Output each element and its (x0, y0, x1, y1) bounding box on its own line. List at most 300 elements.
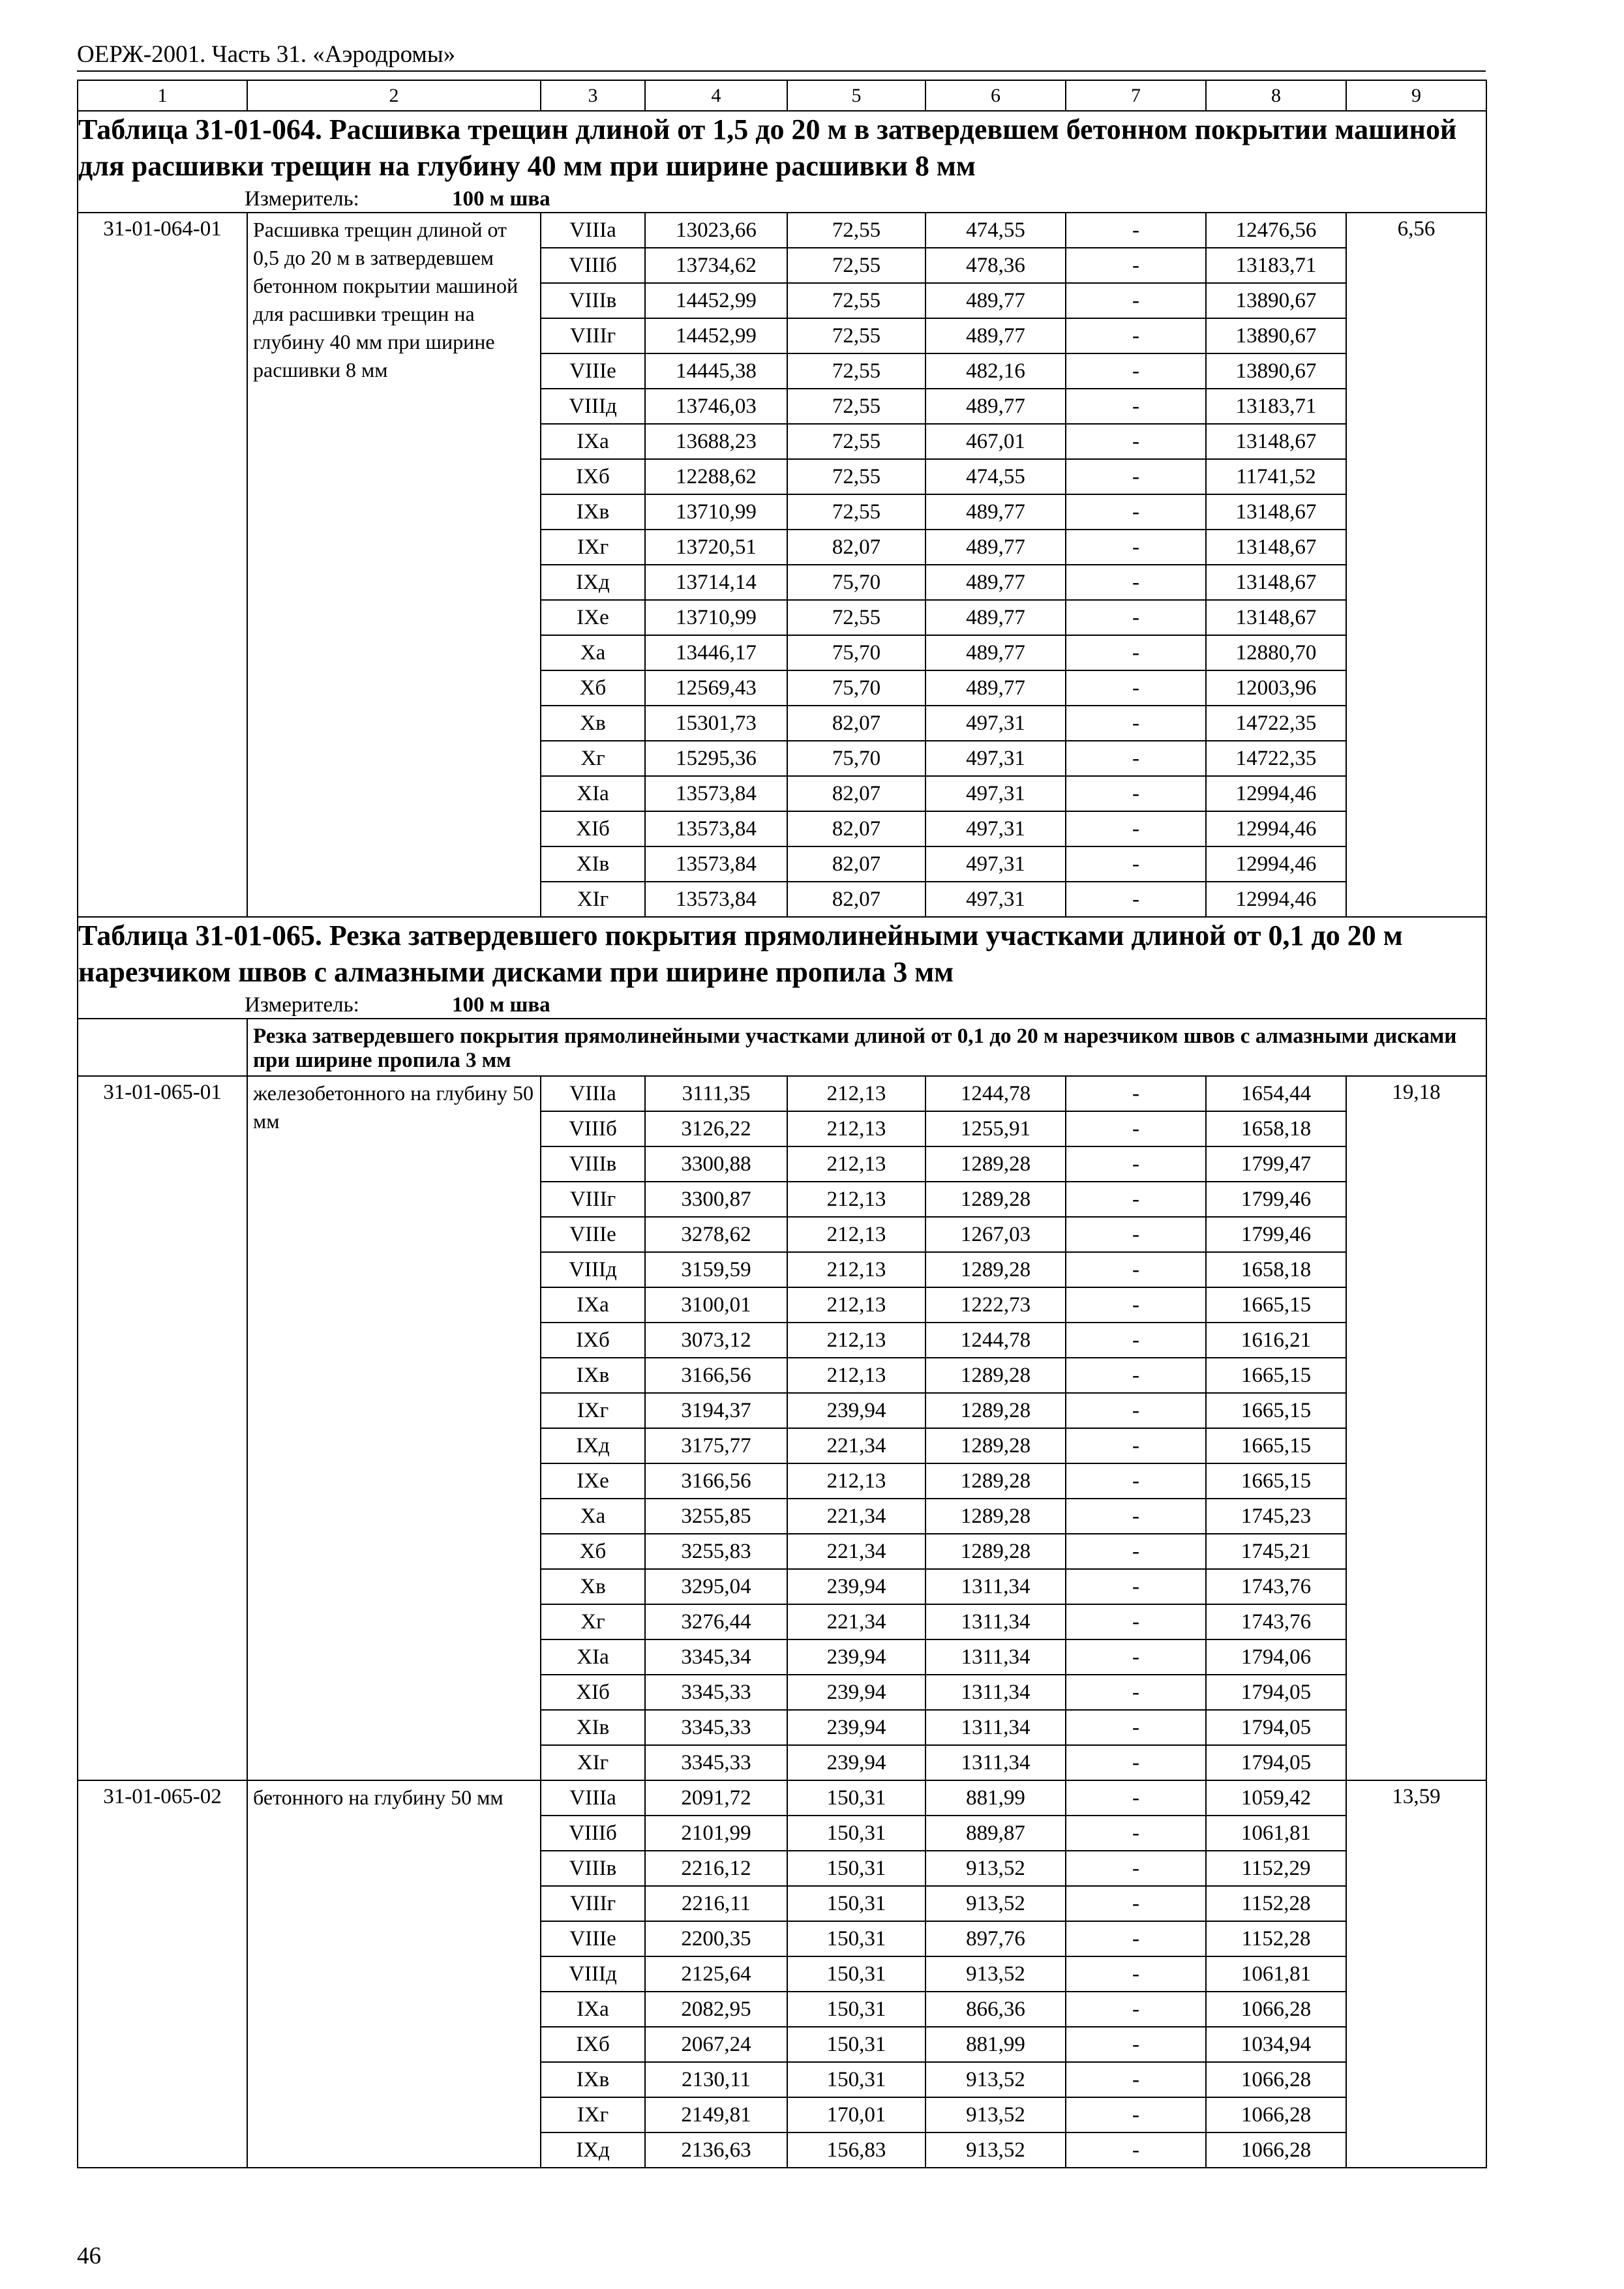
cell-materials: 13890,67 (1206, 283, 1346, 318)
cell-total: 13573,84 (645, 882, 787, 917)
cell-materials: 1665,15 (1206, 1428, 1346, 1463)
cell-materials-cost: - (1066, 811, 1206, 846)
cell-materials: 1152,28 (1206, 1921, 1346, 1956)
table-row (78, 213, 1486, 248)
cell-materials-cost: - (1066, 1111, 1206, 1146)
cell-zone: VIIIа (541, 213, 645, 248)
table-row (78, 1076, 1486, 1111)
cell-wages: 156,83 (787, 2132, 925, 2168)
table-title-row (78, 917, 1486, 1019)
cell-materials-cost: - (1066, 882, 1206, 917)
cell-total: 3166,56 (645, 1358, 787, 1393)
cell-zone: Xа (541, 1499, 645, 1534)
cell-zone: VIIIе (541, 353, 645, 389)
cell-machines: 1289,28 (925, 1182, 1066, 1217)
cell-machines: 497,31 (925, 706, 1066, 741)
cell-wages: 239,94 (787, 1710, 925, 1745)
cell-zone: IXг (541, 1393, 645, 1428)
cell-wages: 82,07 (787, 846, 925, 882)
cell-materials: 1799,46 (1206, 1217, 1346, 1252)
cell-total: 14452,99 (645, 283, 787, 318)
cell-machines: 1311,34 (925, 1745, 1066, 1780)
cell-total: 3300,87 (645, 1182, 787, 1217)
cell-wages: 221,34 (787, 1428, 925, 1463)
cell-total: 3159,59 (645, 1252, 787, 1287)
cell-materials-cost: - (1066, 706, 1206, 741)
cell-wages: 82,07 (787, 776, 925, 811)
cell-materials: 13148,67 (1206, 494, 1346, 530)
rates-table (77, 80, 1487, 2168)
cell-zone: IXб (541, 1323, 645, 1358)
cell-zone: VIIIг (541, 318, 645, 353)
cell-total: 3276,44 (645, 1604, 787, 1639)
cell-materials-cost: - (1066, 1780, 1206, 1816)
cell-wages: 75,70 (787, 565, 925, 600)
cell-materials-cost: - (1066, 353, 1206, 389)
cell-zone: VIIIа (541, 1780, 645, 1816)
cell-materials-cost: - (1066, 389, 1206, 424)
cell-materials-cost: - (1066, 1076, 1206, 1111)
cell-materials-cost: - (1066, 248, 1206, 283)
cell-total: 2136,63 (645, 2132, 787, 2168)
cell-machines: 1289,28 (925, 1499, 1066, 1534)
rate-description: Расшивка трещин длиной от 0,5 до 20 м в затвердевшем бетонном покрытии машиной для расшивки трещин на глубину 40 мм при ширине расшивки 8 мм (247, 213, 541, 917)
cell-materials: 1665,15 (1206, 1463, 1346, 1499)
cell-machines: 1311,34 (925, 1639, 1066, 1675)
cell-wages: 82,07 (787, 811, 925, 846)
cell-machines: 474,55 (925, 459, 1066, 494)
cell-wages: 82,07 (787, 706, 925, 741)
cell-machines: 1311,34 (925, 1675, 1066, 1710)
cell-materials: 1794,06 (1206, 1639, 1346, 1675)
cell-materials: 1066,28 (1206, 2097, 1346, 2132)
cell-materials: 13148,67 (1206, 424, 1346, 459)
cell-wages: 212,13 (787, 1182, 925, 1217)
cell-total: 2149,81 (645, 2097, 787, 2132)
cell-wages: 212,13 (787, 1463, 925, 1499)
cell-total: 13573,84 (645, 811, 787, 846)
cell-wages: 72,55 (787, 318, 925, 353)
cell-wages: 72,55 (787, 389, 925, 424)
cell-materials: 1066,28 (1206, 2132, 1346, 2168)
cell-zone: IXа (541, 424, 645, 459)
cell-materials-cost: - (1066, 1992, 1206, 2027)
rate-description: железобетонного на глубину 50 мм (247, 1076, 541, 1780)
cell-machines: 1244,78 (925, 1323, 1066, 1358)
cell-materials: 1061,81 (1206, 1956, 1346, 1992)
cell-machines: 1289,28 (925, 1534, 1066, 1569)
cell-total: 13746,03 (645, 389, 787, 424)
cell-total: 3345,33 (645, 1745, 787, 1780)
cell-materials: 1799,47 (1206, 1146, 1346, 1182)
cell-materials-cost: - (1066, 776, 1206, 811)
cell-machines: 497,31 (925, 776, 1066, 811)
cell-materials: 1059,42 (1206, 1780, 1346, 1816)
cell-materials-cost: - (1066, 1710, 1206, 1745)
cell-wages: 72,55 (787, 494, 925, 530)
cell-zone: Xб (541, 1534, 645, 1569)
cell-wages: 150,31 (787, 1851, 925, 1886)
rate-code: 31-01-064-01 (78, 213, 247, 917)
cell-wages: 72,55 (787, 248, 925, 283)
cell-total: 13573,84 (645, 776, 787, 811)
cell-zone: XIв (541, 1710, 645, 1745)
cell-zone: VIIIа (541, 1076, 645, 1111)
cell-machines: 478,36 (925, 248, 1066, 283)
cell-materials: 11741,52 (1206, 459, 1346, 494)
cell-wages: 212,13 (787, 1358, 925, 1393)
cell-wages: 82,07 (787, 882, 925, 917)
cell-materials-cost: - (1066, 1534, 1206, 1569)
cell-materials-cost: - (1066, 1499, 1206, 1534)
cell-total: 13023,66 (645, 213, 787, 248)
cell-total: 2125,64 (645, 1956, 787, 1992)
cell-machines: 897,76 (925, 1921, 1066, 1956)
cell-materials-cost: - (1066, 1921, 1206, 1956)
cell-total: 12288,62 (645, 459, 787, 494)
cell-zone: IXд (541, 565, 645, 600)
cell-materials-cost: - (1066, 1182, 1206, 1217)
measure-line (78, 992, 1486, 1018)
cell-wages: 239,94 (787, 1393, 925, 1428)
cell-wages: 221,34 (787, 1534, 925, 1569)
cell-wages: 72,55 (787, 600, 925, 635)
cell-wages: 221,34 (787, 1499, 925, 1534)
cell-total: 2130,11 (645, 2062, 787, 2097)
cell-materials-cost: - (1066, 1886, 1206, 1921)
cell-total: 3278,62 (645, 1217, 787, 1252)
cell-total: 3300,88 (645, 1146, 787, 1182)
cell-materials: 13183,71 (1206, 248, 1346, 283)
cell-materials-cost: - (1066, 1851, 1206, 1886)
cell-total: 2101,99 (645, 1816, 787, 1851)
cell-wages: 75,70 (787, 741, 925, 776)
cell-materials-cost: - (1066, 1393, 1206, 1428)
cell-zone: IXд (541, 1428, 645, 1463)
cell-machines: 489,77 (925, 494, 1066, 530)
cell-total: 13720,51 (645, 530, 787, 565)
table-title: Таблица 31-01-065. Резка затвердевшего покрытия прямолинейными участками длиной от 0,1 до 20 м нарезчиком швов с алмазными дисками при ширине пропила 3 мм (78, 920, 1403, 988)
cell-wages: 72,55 (787, 283, 925, 318)
cell-wages: 239,94 (787, 1639, 925, 1675)
column-number: 4 (645, 80, 787, 111)
cell-wages: 170,01 (787, 2097, 925, 2132)
cell-zone: XIб (541, 811, 645, 846)
cell-last-column: 6,56 (1346, 213, 1486, 917)
cell-materials: 13148,67 (1206, 565, 1346, 600)
cell-materials: 1658,18 (1206, 1252, 1346, 1287)
cell-total: 13688,23 (645, 424, 787, 459)
cell-materials-cost: - (1066, 2027, 1206, 2062)
column-number: 7 (1066, 80, 1206, 111)
cell-machines: 474,55 (925, 213, 1066, 248)
column-number: 8 (1206, 80, 1346, 111)
cell-materials: 1665,15 (1206, 1287, 1346, 1323)
cell-total: 2216,12 (645, 1851, 787, 1886)
cell-zone: VIIIб (541, 1111, 645, 1146)
cell-total: 13446,17 (645, 635, 787, 670)
table-row (78, 1780, 1486, 1816)
cell-materials: 1654,44 (1206, 1076, 1346, 1111)
cell-materials-cost: - (1066, 1217, 1206, 1252)
cell-zone: Xб (541, 670, 645, 706)
cell-materials-cost: - (1066, 1604, 1206, 1639)
cell-materials-cost: - (1066, 318, 1206, 353)
cell-total: 3255,85 (645, 1499, 787, 1534)
measure-line (78, 186, 1486, 212)
cell-wages: 212,13 (787, 1323, 925, 1358)
cell-materials: 1745,21 (1206, 1534, 1346, 1569)
cell-wages: 212,13 (787, 1111, 925, 1146)
cell-materials-cost: - (1066, 1323, 1206, 1358)
cell-machines: 482,16 (925, 353, 1066, 389)
cell-machines: 489,77 (925, 283, 1066, 318)
cell-materials: 12994,46 (1206, 846, 1346, 882)
cell-materials: 12994,46 (1206, 776, 1346, 811)
cell-total: 3345,34 (645, 1639, 787, 1675)
cell-total: 3194,37 (645, 1393, 787, 1428)
cell-materials-cost: - (1066, 1358, 1206, 1393)
cell-total: 3255,83 (645, 1534, 787, 1569)
cell-total: 12569,43 (645, 670, 787, 706)
cell-materials: 1799,46 (1206, 1182, 1346, 1217)
cell-zone: VIIIв (541, 283, 645, 318)
cell-machines: 489,77 (925, 530, 1066, 565)
measure-label: Измеритель: (245, 993, 359, 1017)
column-number: 9 (1346, 80, 1486, 111)
cell-machines: 913,52 (925, 1956, 1066, 1992)
cell-wages: 221,34 (787, 1604, 925, 1639)
cell-machines: 467,01 (925, 424, 1066, 459)
cell-wages: 75,70 (787, 635, 925, 670)
cell-wages: 150,31 (787, 1921, 925, 1956)
cell-machines: 1267,03 (925, 1217, 1066, 1252)
cell-zone: Xв (541, 1569, 645, 1604)
column-number: 6 (925, 80, 1066, 111)
measure-label: Измеритель: (245, 187, 359, 211)
cell-wages: 72,55 (787, 213, 925, 248)
cell-zone: VIIIб (541, 248, 645, 283)
cell-total: 3111,35 (645, 1076, 787, 1111)
cell-materials: 12003,96 (1206, 670, 1346, 706)
page-number: 46 (77, 2243, 101, 2269)
cell-materials-cost: - (1066, 1675, 1206, 1710)
cell-machines: 489,77 (925, 670, 1066, 706)
cell-materials: 1665,15 (1206, 1358, 1346, 1393)
cell-materials: 12994,46 (1206, 882, 1346, 917)
cell-zone: IXб (541, 2027, 645, 2062)
cell-wages: 150,31 (787, 1956, 925, 1992)
cell-materials-cost: - (1066, 424, 1206, 459)
header-rule (77, 70, 1486, 72)
cell-materials: 1665,15 (1206, 1393, 1346, 1428)
column-number: 3 (541, 80, 645, 111)
cell-materials: 13148,67 (1206, 530, 1346, 565)
cell-total: 13714,14 (645, 565, 787, 600)
cell-materials: 1794,05 (1206, 1675, 1346, 1710)
cell-materials: 1745,23 (1206, 1499, 1346, 1534)
cell-total: 2216,11 (645, 1886, 787, 1921)
cell-zone: VIIIд (541, 1252, 645, 1287)
cell-total: 2082,95 (645, 1992, 787, 2027)
cell-materials-cost: - (1066, 494, 1206, 530)
cell-materials: 13890,67 (1206, 318, 1346, 353)
cell-total: 2200,35 (645, 1921, 787, 1956)
cell-materials-cost: - (1066, 1639, 1206, 1675)
cell-zone: VIIIд (541, 1956, 645, 1992)
cell-machines: 1311,34 (925, 1569, 1066, 1604)
cell-zone: IXв (541, 494, 645, 530)
cell-wages: 239,94 (787, 1745, 925, 1780)
cell-materials: 1152,28 (1206, 1886, 1346, 1921)
cell-machines: 881,99 (925, 2027, 1066, 2062)
cell-total: 3126,22 (645, 1111, 787, 1146)
cell-machines: 1289,28 (925, 1393, 1066, 1428)
cell-materials-cost: - (1066, 1956, 1206, 1992)
cell-materials-cost: - (1066, 670, 1206, 706)
cell-zone: XIа (541, 776, 645, 811)
cell-zone: IXе (541, 1463, 645, 1499)
cell-wages: 72,55 (787, 459, 925, 494)
cell-machines: 1222,73 (925, 1287, 1066, 1323)
cell-machines: 1244,78 (925, 1076, 1066, 1111)
cell-total: 15295,36 (645, 741, 787, 776)
cell-machines: 913,52 (925, 2132, 1066, 2168)
rate-description: бетонного на глубину 50 мм (247, 1780, 541, 2168)
running-header: ОЕРЖ-2001. Часть 31. «Аэродромы» (77, 41, 456, 68)
cell-zone: Xа (541, 635, 645, 670)
cell-machines: 1289,28 (925, 1463, 1066, 1499)
cell-zone: XIг (541, 882, 645, 917)
cell-materials: 1794,05 (1206, 1710, 1346, 1745)
cell-zone: XIа (541, 1639, 645, 1675)
cell-total: 3295,04 (645, 1569, 787, 1604)
cell-zone: Xв (541, 706, 645, 741)
cell-machines: 1311,34 (925, 1710, 1066, 1745)
cell-materials-cost: - (1066, 565, 1206, 600)
table-title-row (78, 111, 1486, 213)
cell-materials-cost: - (1066, 1287, 1206, 1323)
cell-materials: 1616,21 (1206, 1323, 1346, 1358)
cell-machines: 1289,28 (925, 1252, 1066, 1287)
cell-materials: 1066,28 (1206, 1992, 1346, 2027)
cell-materials-cost: - (1066, 635, 1206, 670)
cell-materials: 1743,76 (1206, 1604, 1346, 1639)
cell-wages: 82,07 (787, 530, 925, 565)
cell-zone: VIIIе (541, 1217, 645, 1252)
cell-zone: VIIIб (541, 1816, 645, 1851)
cell-zone: VIIIд (541, 389, 645, 424)
cell-wages: 212,13 (787, 1252, 925, 1287)
cell-materials-cost: - (1066, 530, 1206, 565)
cell-materials: 1152,29 (1206, 1851, 1346, 1886)
cell-machines: 913,52 (925, 2062, 1066, 2097)
cell-materials: 1658,18 (1206, 1111, 1346, 1146)
cell-machines: 489,77 (925, 600, 1066, 635)
cell-materials-cost: - (1066, 741, 1206, 776)
cell-total: 13710,99 (645, 494, 787, 530)
cell-wages: 150,31 (787, 2027, 925, 2062)
cell-materials-cost: - (1066, 1428, 1206, 1463)
cell-materials: 1066,28 (1206, 2062, 1346, 2097)
cell-zone: IXа (541, 1992, 645, 2027)
cell-wages: 75,70 (787, 670, 925, 706)
cell-machines: 881,99 (925, 1780, 1066, 1816)
cell-wages: 72,55 (787, 424, 925, 459)
cell-machines: 913,52 (925, 1886, 1066, 1921)
cell-zone: IXв (541, 2062, 645, 2097)
cell-last-column: 19,18 (1346, 1076, 1486, 1780)
cell-machines: 913,52 (925, 2097, 1066, 2132)
cell-machines: 489,77 (925, 565, 1066, 600)
cell-wages: 150,31 (787, 2062, 925, 2097)
group-title-row (78, 1019, 1486, 1076)
cell-materials: 1794,05 (1206, 1745, 1346, 1780)
cell-zone: VIIIг (541, 1886, 645, 1921)
cell-total: 3175,77 (645, 1428, 787, 1463)
cell-machines: 489,77 (925, 635, 1066, 670)
cell-wages: 150,31 (787, 1886, 925, 1921)
cell-materials: 1743,76 (1206, 1569, 1346, 1604)
measure-unit: 100 м шва (452, 187, 550, 211)
cell-wages: 150,31 (787, 1780, 925, 1816)
cell-materials-cost: - (1066, 2097, 1206, 2132)
cell-zone: VIIIв (541, 1851, 645, 1886)
cell-wages: 212,13 (787, 1217, 925, 1252)
cell-total: 13710,99 (645, 600, 787, 635)
cell-materials-cost: - (1066, 459, 1206, 494)
cell-machines: 913,52 (925, 1851, 1066, 1886)
cell-zone: IXв (541, 1358, 645, 1393)
column-number: 5 (787, 80, 925, 111)
cell-machines: 489,77 (925, 389, 1066, 424)
cell-machines: 497,31 (925, 741, 1066, 776)
cell-wages: 72,55 (787, 353, 925, 389)
cell-wages: 150,31 (787, 1816, 925, 1851)
cell-materials: 13148,67 (1206, 600, 1346, 635)
rate-code: 31-01-065-02 (78, 1780, 247, 2168)
column-number: 1 (78, 80, 247, 111)
cell-zone: VIIIв (541, 1146, 645, 1182)
cell-machines: 889,87 (925, 1816, 1066, 1851)
rate-code: 31-01-065-01 (78, 1076, 247, 1780)
cell-materials-cost: - (1066, 283, 1206, 318)
cell-wages: 150,31 (787, 1992, 925, 2027)
cell-zone: Xг (541, 741, 645, 776)
cell-materials: 12994,46 (1206, 811, 1346, 846)
cell-materials-cost: - (1066, 1569, 1206, 1604)
cell-zone: IXб (541, 459, 645, 494)
cell-wages: 212,13 (787, 1076, 925, 1111)
cell-zone: XIг (541, 1745, 645, 1780)
cell-wages: 239,94 (787, 1675, 925, 1710)
cell-wages: 212,13 (787, 1287, 925, 1323)
cell-machines: 1255,91 (925, 1111, 1066, 1146)
cell-total: 3166,56 (645, 1463, 787, 1499)
cell-total: 3345,33 (645, 1710, 787, 1745)
cell-materials-cost: - (1066, 2062, 1206, 2097)
measure-unit: 100 м шва (452, 993, 550, 1017)
cell-materials-cost: - (1066, 1252, 1206, 1287)
cell-zone: IXе (541, 600, 645, 635)
cell-materials: 13183,71 (1206, 389, 1346, 424)
cell-wages: 239,94 (787, 1569, 925, 1604)
cell-materials: 12476,56 (1206, 213, 1346, 248)
cell-materials-cost: - (1066, 1816, 1206, 1851)
cell-materials: 1034,94 (1206, 2027, 1346, 2062)
cell-machines: 497,31 (925, 811, 1066, 846)
cell-zone: IXд (541, 2132, 645, 2168)
